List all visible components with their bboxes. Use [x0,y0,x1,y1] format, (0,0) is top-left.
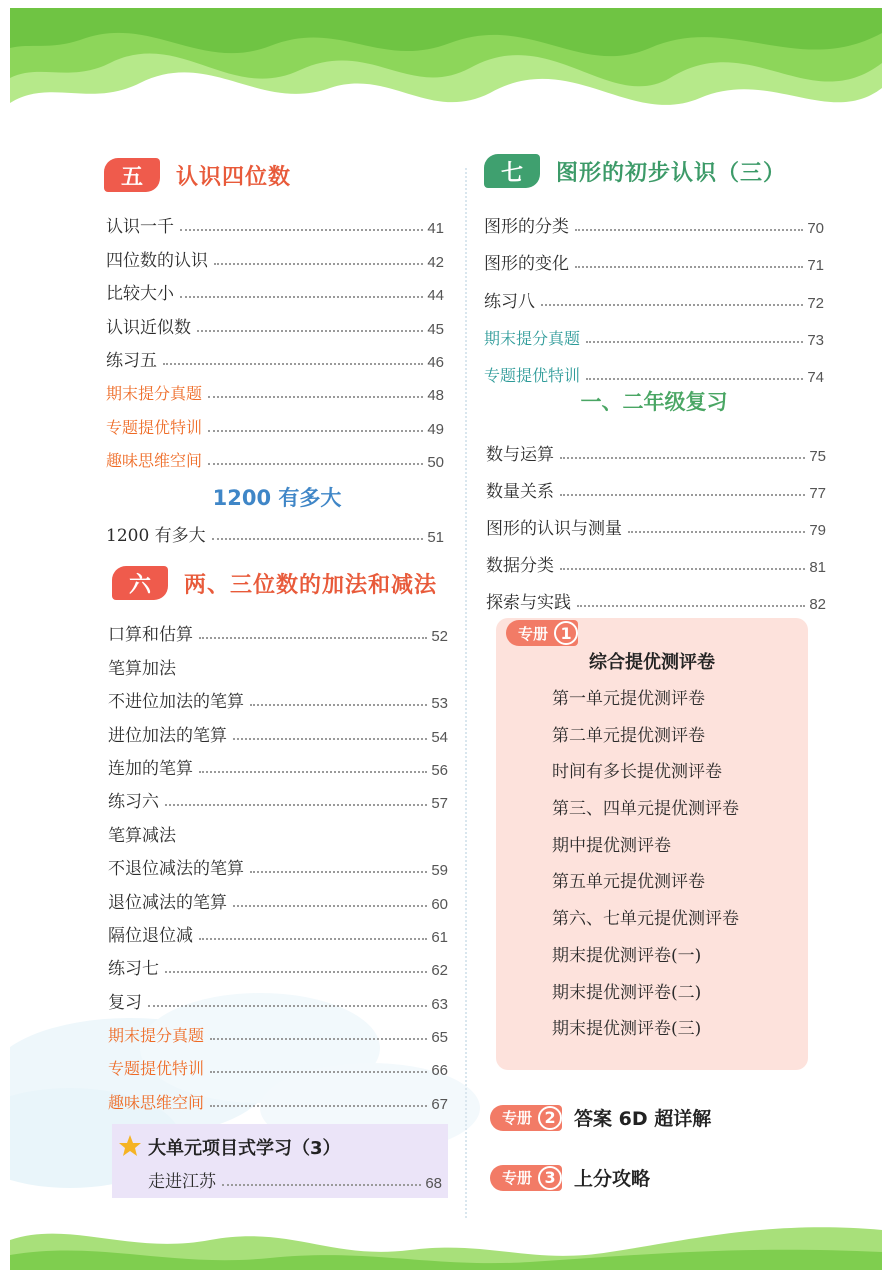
dot-leader [148,1005,427,1007]
toc-entry[interactable] [106,338,444,371]
toc-entry-label: 探索与实践 [486,593,571,613]
unit-5-toc [106,204,444,471]
dot-leader [586,378,803,380]
dot-leader [165,804,427,806]
top-wave-decoration [10,8,882,153]
review-toc [486,428,826,613]
toc-entry[interactable] [106,520,444,546]
toc-entry-label: 练习七 [108,959,159,980]
dot-leader [233,738,427,740]
dot-leader [628,531,805,533]
toc-entry-page: 72 [807,294,824,312]
volume-1-title: 综合提优测评卷 [589,652,715,673]
volume-1-list [552,684,739,1051]
toc-entry[interactable] [108,1013,448,1046]
dot-leader [577,605,805,607]
toc-entry-label: 退位减法的笔算 [108,892,227,913]
toc-entry[interactable] [108,645,448,678]
toc-entry-page: 48 [427,387,444,405]
dot-leader [197,330,423,332]
unit-6-toc [108,612,448,1113]
toc-entry-label: 进位加法的笔算 [108,725,227,746]
toc-entry[interactable] [106,304,444,337]
volume-1-tag [506,620,578,646]
dot-leader [560,457,805,459]
bottom-wave-decoration [10,1210,882,1270]
dot-leader [210,1071,427,1073]
toc-entry[interactable] [108,712,448,745]
dot-leader [208,430,423,432]
volume-3-tag-number: 3 [538,1166,562,1190]
toc-entry-label: 1200 有多大 [106,526,206,546]
toc-entry-page: 62 [431,962,448,980]
toc-entry-page: 49 [427,420,444,438]
toc-entry-page: 75 [809,448,826,465]
toc-entry[interactable] [108,746,448,779]
extra-section-title: 1200 有多大 [212,486,342,510]
volume-3-tag-label: 专册 [502,1169,533,1187]
toc-entry-label: 趣味思维空间 [106,451,203,471]
volume-1-item[interactable]: 第六、七单元提优测评卷 [552,909,739,930]
toc-entry[interactable] [486,428,826,465]
toc-entry-page: 82 [809,596,826,613]
toc-entry-page: 79 [809,522,826,539]
volume-2-title: 答案 6D 超详解 [574,1108,712,1130]
dot-leader [214,263,423,265]
review-title: 一、二年级复习 [580,390,728,414]
toc-entry-label: 图形的分类 [484,217,569,238]
toc-entry-label: 笔算加法 [108,658,176,679]
toc-entry-label: 隔位退位减 [108,925,193,946]
toc-entry-page: 45 [427,320,444,338]
toc-entry-page: 65 [431,1029,448,1047]
unit-7-badge: 七 [484,154,540,188]
volume-1-tag-number: 1 [554,621,578,645]
toc-entry[interactable] [108,679,448,712]
dot-leader [208,396,423,398]
toc-entry-page: 67 [431,1095,448,1113]
volume-1-item[interactable]: 期末提优测评卷(二) [552,982,702,1003]
toc-entry-label: 练习八 [484,291,535,312]
dot-leader [212,538,424,540]
toc-entry-page: 53 [431,695,448,713]
toc-entry[interactable] [106,404,444,437]
toc-entry-label: 认识一千 [106,217,174,238]
dot-leader [199,938,427,940]
dot-leader [210,1038,427,1040]
extra-toc [106,520,444,546]
toc-entry-page: 66 [431,1062,448,1080]
toc-entry-label: 走进江苏 [148,1172,216,1192]
toc-entry-label: 趣味思维空间 [108,1092,205,1112]
volume-1-item[interactable]: 第三、四单元提优测评卷 [552,799,739,820]
toc-entry-page: 51 [427,529,444,546]
volume-1-item[interactable]: 第五单元提优测评卷 [552,872,705,893]
toc-entry-page: 68 [425,1175,442,1192]
dot-leader [199,771,427,773]
toc-entry-label: 图形的变化 [484,254,569,275]
toc-entry-label: 练习六 [108,792,159,813]
dot-leader [586,341,803,343]
toc-entry-label: 专题提优特训 [106,417,203,437]
toc-entry-page: 70 [807,220,824,238]
toc-entry-label: 期末提分真题 [106,384,203,404]
toc-entry-page: 59 [431,862,448,880]
toc-entry-label: 专题提优特训 [108,1059,205,1079]
project-toc [148,1168,442,1192]
volume-1-item[interactable]: 期末提优测评卷(三) [552,1019,702,1040]
project-title: 大单元项目式学习（3） [148,1138,341,1159]
toc-entry-page: 71 [807,257,824,275]
unit-6-badge: 六 [112,566,168,600]
toc-entry[interactable] [484,312,824,349]
toc-entry-label: 数与运算 [486,445,554,465]
volume-1-item[interactable]: 第二单元提优测评卷 [552,725,705,746]
dot-leader [210,1105,427,1107]
volume-2-tag-number: 2 [538,1106,562,1130]
dot-leader [165,971,427,973]
toc-entry[interactable] [106,271,444,304]
volume-1-box [496,618,808,1070]
dot-leader [560,568,805,570]
volume-1-item[interactable]: 期中提优测评卷 [552,835,671,856]
toc-entry[interactable] [106,237,444,270]
toc-entry-page: 54 [431,728,448,746]
toc-entry-page: 42 [427,253,444,271]
unit-5-badge: 五 [104,158,160,192]
dot-leader [180,229,423,231]
dot-leader [222,1184,421,1186]
toc-entry-label: 复习 [108,992,142,1013]
toc-entry[interactable] [486,465,826,502]
toc-entry[interactable] [108,812,448,845]
toc-entry-label: 连加的笔算 [108,758,193,779]
toc-entry-label: 四位数的认识 [106,250,208,271]
toc-entry-label: 图形的认识与测量 [486,519,622,539]
toc-entry[interactable] [106,438,444,471]
volume-3-title: 上分攻略 [574,1168,651,1190]
dot-leader [199,637,427,639]
dot-leader [250,704,427,706]
toc-entry-label: 不进位加法的笔算 [108,692,244,713]
toc-entry-page: 52 [431,628,448,646]
dot-leader [180,296,423,298]
volume-1-item[interactable]: 期末提优测评卷(一) [552,945,702,966]
volume-1-item[interactable]: 时间有多长提优测评卷 [552,762,722,783]
dot-leader [575,229,803,231]
toc-entry[interactable] [486,576,826,613]
volume-3-tag [490,1165,562,1191]
toc-entry-label: 比较大小 [106,284,174,305]
toc-entry-page: 81 [809,559,826,576]
toc-entry-label: 不退位减法的笔算 [108,859,244,880]
volume-1-item[interactable]: 第一单元提优测评卷 [552,689,705,709]
unit-6-header [112,566,437,600]
toc-entry[interactable] [106,204,444,237]
toc-entry[interactable] [484,349,824,386]
toc-entry[interactable] [148,1168,442,1192]
toc-entry[interactable] [108,1046,448,1079]
toc-entry-page: 60 [431,895,448,913]
toc-entry[interactable] [108,1079,448,1112]
volume-1-tag-label: 专册 [518,624,549,643]
toc-entry[interactable] [108,879,448,912]
dot-leader [163,363,423,365]
volume-3-line [490,1164,650,1191]
unit-5-title: 认识四位数 [176,164,292,190]
toc-entry-label: 期末提分真题 [484,328,581,348]
toc-entry[interactable] [108,913,448,946]
unit-7-title: 图形的初步认识（三） [556,160,787,186]
toc-entry[interactable] [484,274,824,311]
toc-entry[interactable] [108,612,448,645]
toc-entry-page: 61 [431,928,448,946]
toc-entry-page: 46 [427,353,444,371]
toc-entry-page: 56 [431,761,448,779]
toc-entry-label: 期末提分真题 [108,1026,205,1046]
toc-entry-label: 专题提优特训 [484,365,581,385]
toc-entry[interactable] [486,539,826,576]
dot-leader [575,266,803,268]
toc-entry[interactable] [484,200,824,237]
toc-entry[interactable] [108,846,448,879]
star-icon [118,1134,142,1158]
column-divider [465,168,467,1218]
unit-6-title: 两、三位数的加法和减法 [184,572,438,598]
toc-entry-page: 74 [807,368,824,386]
project-box [112,1124,448,1198]
volume-2-line [490,1104,711,1131]
toc-entry-page: 50 [427,454,444,472]
dot-leader [541,304,803,306]
toc-entry-label: 数据分类 [486,556,554,576]
unit-7-toc [484,200,824,386]
toc-entry-page: 77 [809,485,826,502]
toc-entry-label: 练习五 [106,350,157,371]
toc-entry-page: 63 [431,995,448,1013]
toc-entry-label: 笔算减法 [108,825,176,846]
toc-entry[interactable] [108,946,448,979]
volume-2-tag-label: 专册 [502,1109,533,1127]
dot-leader [560,494,805,496]
toc-entry[interactable] [486,502,826,539]
toc-entry-page: 41 [427,220,444,238]
toc-entry-label: 认识近似数 [106,317,191,338]
toc-entry[interactable] [108,779,448,812]
volume-2-tag [490,1105,562,1131]
toc-entry[interactable] [106,371,444,404]
toc-entry-label: 口算和估算 [108,625,193,646]
unit-7-header [484,154,786,188]
toc-entry-page: 44 [427,287,444,305]
dot-leader [208,463,423,465]
toc-entry[interactable] [484,237,824,274]
dot-leader [250,871,427,873]
toc-entry-page: 73 [807,331,824,349]
unit-5-header [104,158,291,192]
toc-entry-page: 57 [431,795,448,813]
toc-entry-label: 数量关系 [486,482,554,502]
dot-leader [233,905,427,907]
toc-entry[interactable] [108,979,448,1012]
